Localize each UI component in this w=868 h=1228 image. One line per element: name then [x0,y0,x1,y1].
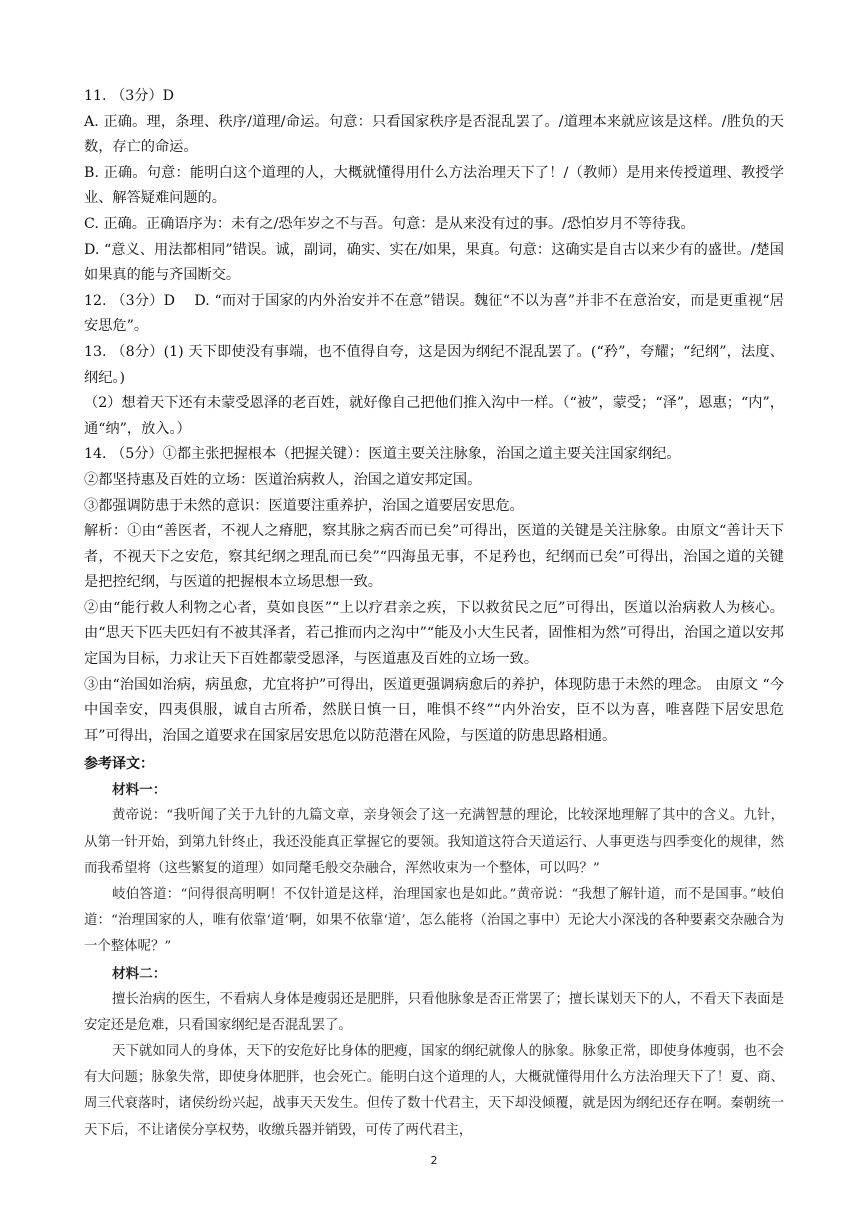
material-1-paragraph: 岐伯答道：“问得很高明啊！不仅针道是这样，治理国家也是如此。”黄帝说：“我想了解针道，而不是国事。”岐伯道：“治理国家的人，唯有依靠‘道’啊，如果不依靠‘道’，怎么能将（治国之事中）无论大小深浅的各种要素交杂融合为一个整体呢？” [84,887,784,955]
reference-translation-title: 参考译文： [84,756,154,773]
material-1-paragraph: 黄帝说：“我听闻了关于九针的九篇文章，亲身领会了这一充满智慧的理论，比较深地理解了其中的含义。九针，从第一针开始，到第九针终止，我还没能真正掌握它的要领。我知道这符合天道运行、人事更迭与四季变化的规律，然而我希望将（这些繁复的道理）如同氂毛般交杂融合，浑然收束为一个整体，可以吗？” [84,808,784,876]
answer-13-part-2: （2）想着天下还有未蒙受恩泽的老百姓，就好像自己把他们推入沟中一样。（“被”，蒙受；“泽”，恩惠；“内”，通“纳”，放入。） [84,395,784,437]
answer-14-analysis-3: ③由“治国如治病，病虽愈，尤宜将护”可得出，医道更强调病愈后的养护，体现防患于未然的理念。 由原文 “今中国幸安，四夷俱服，诚自古所希，然朕日慎一日，唯惧不终”“内外治安，臣不以为喜，唯喜陛下居安思危耳”可得出，治国之道要求在国家居安思危以防范潜在风险，与医道的防患思路相通。 [84,676,784,744]
answer-11-option-a: A. 正确。理，条理、秩序/道理/命运。句意：只看国家秩序是否混乱罢了。/道理本来就应该是这样。/胜负的天数，存亡的命运。 [84,113,784,156]
answer-11-option-d: D. “意义、用法都相同”错误。诚，副词，确实、实在/如果，果真。句意：这确实是自古以来少有的盛世。/楚国如果真的能与齐国断交。 [84,241,784,284]
answer-14-analysis-1: 解析：①由“善医者，不视人之瘠肥，察其脉之病否而已矣”可得出，医道的关键是关注脉象。由原文“善计天下者，不视天下之安危，察其纪纲之理乱而已矣”“四海虽无事，不足矜也，纪纲而已矣”可得出，治国之道的关键是把控纪纲，与医道的把握根本立场思想一致。 [84,523,784,591]
material-2-paragraph: 擅长治病的医生，不看病人身体是瘦弱还是肥胖，只看他脉象是否正常罢了；擅长谋划天下的人，不看天下表面是安定还是危难，只看国家纲纪是否混乱罢了。 [84,991,784,1033]
answer-11-option-b: B. 正确。句意：能明白这个道理的人，大概就懂得用什么方法治理天下了！/（教师）是用来传授道理、教授学业、解答疑难问题的。 [84,164,784,207]
answer-12: 12. （3分）D D. “而对于国家的内外治安并不在意”错误。魏征“不以为喜”并非不在意治安，而是更重视“居安思危”。 [84,292,784,335]
answer-14-analysis-2: ②由“能行救人利物之心者，莫如良医”“上以疗君亲之疾，下以救贫民之厄”可得出，医道以治病救人为核心。 由“思天下匹夫匹妇有不被其泽者，若己推而内之沟中”“能及小大生民者，固惟相为然”可得出，治国之道以安邦定国为目标，力求让天下百姓都蒙受恩泽，与医道惠及百姓的立场一致。 [84,599,784,668]
translation-section [84,777,784,1143]
answer-14-point-1: 14. （5分）①都主张把握根本（把握关键）：医道主要关注脉象，治国之道主要关注国家纲纪。 [84,446,681,463]
material-2-title: 材料二： [112,965,167,982]
material-2-paragraph: 天下就如同人的身体，天下的安危好比身体的肥瘦，国家的纲纪就像人的脉象。脉象正常，即使身体瘦弱，也不会有大问题；脉象失常，即使身体肥胖，也会死亡。能明白这个道理的人，大概就懂得用什么方法治理天下了！夏、商、周三代衰落时，诸侯纷纷兴起，战事天天发生。但传了数十代君主，天下却没倾覆，就是因为纲纪还存在啊。秦朝统一天下后，不让诸侯分享权势，收缴兵器并销毁，可传了两代君主， [84,1044,784,1138]
answer-14-point-3: ③都强调防患于未然的意识：医道要注重养护，治国之道要居安思危。 [84,497,524,514]
answer-11-heading: 11. （3分）D [84,88,175,104]
page-number: 2 [430,1154,438,1167]
answer-11-option-c: C. 正确。正确语序为：未有之/恐年岁之不与吾。句意：是从来没有过的事。/恐怕岁月不等待我。 [84,215,695,232]
answer-14-point-2: ②都坚持惠及百姓的立场：医道治病救人，治国之道安邦定国。 [84,471,482,488]
page-content [84,84,784,1144]
material-1-title: 材料一： [112,782,167,799]
answer-13-part-1: 13. （8分）(1) 天下即使没有事端，也不值得自夸，这是因为纲纪不混乱罢了。(“矜”，夸耀；“纪纲”，法度、纲纪。) [84,343,784,386]
answer-section [84,84,784,749]
